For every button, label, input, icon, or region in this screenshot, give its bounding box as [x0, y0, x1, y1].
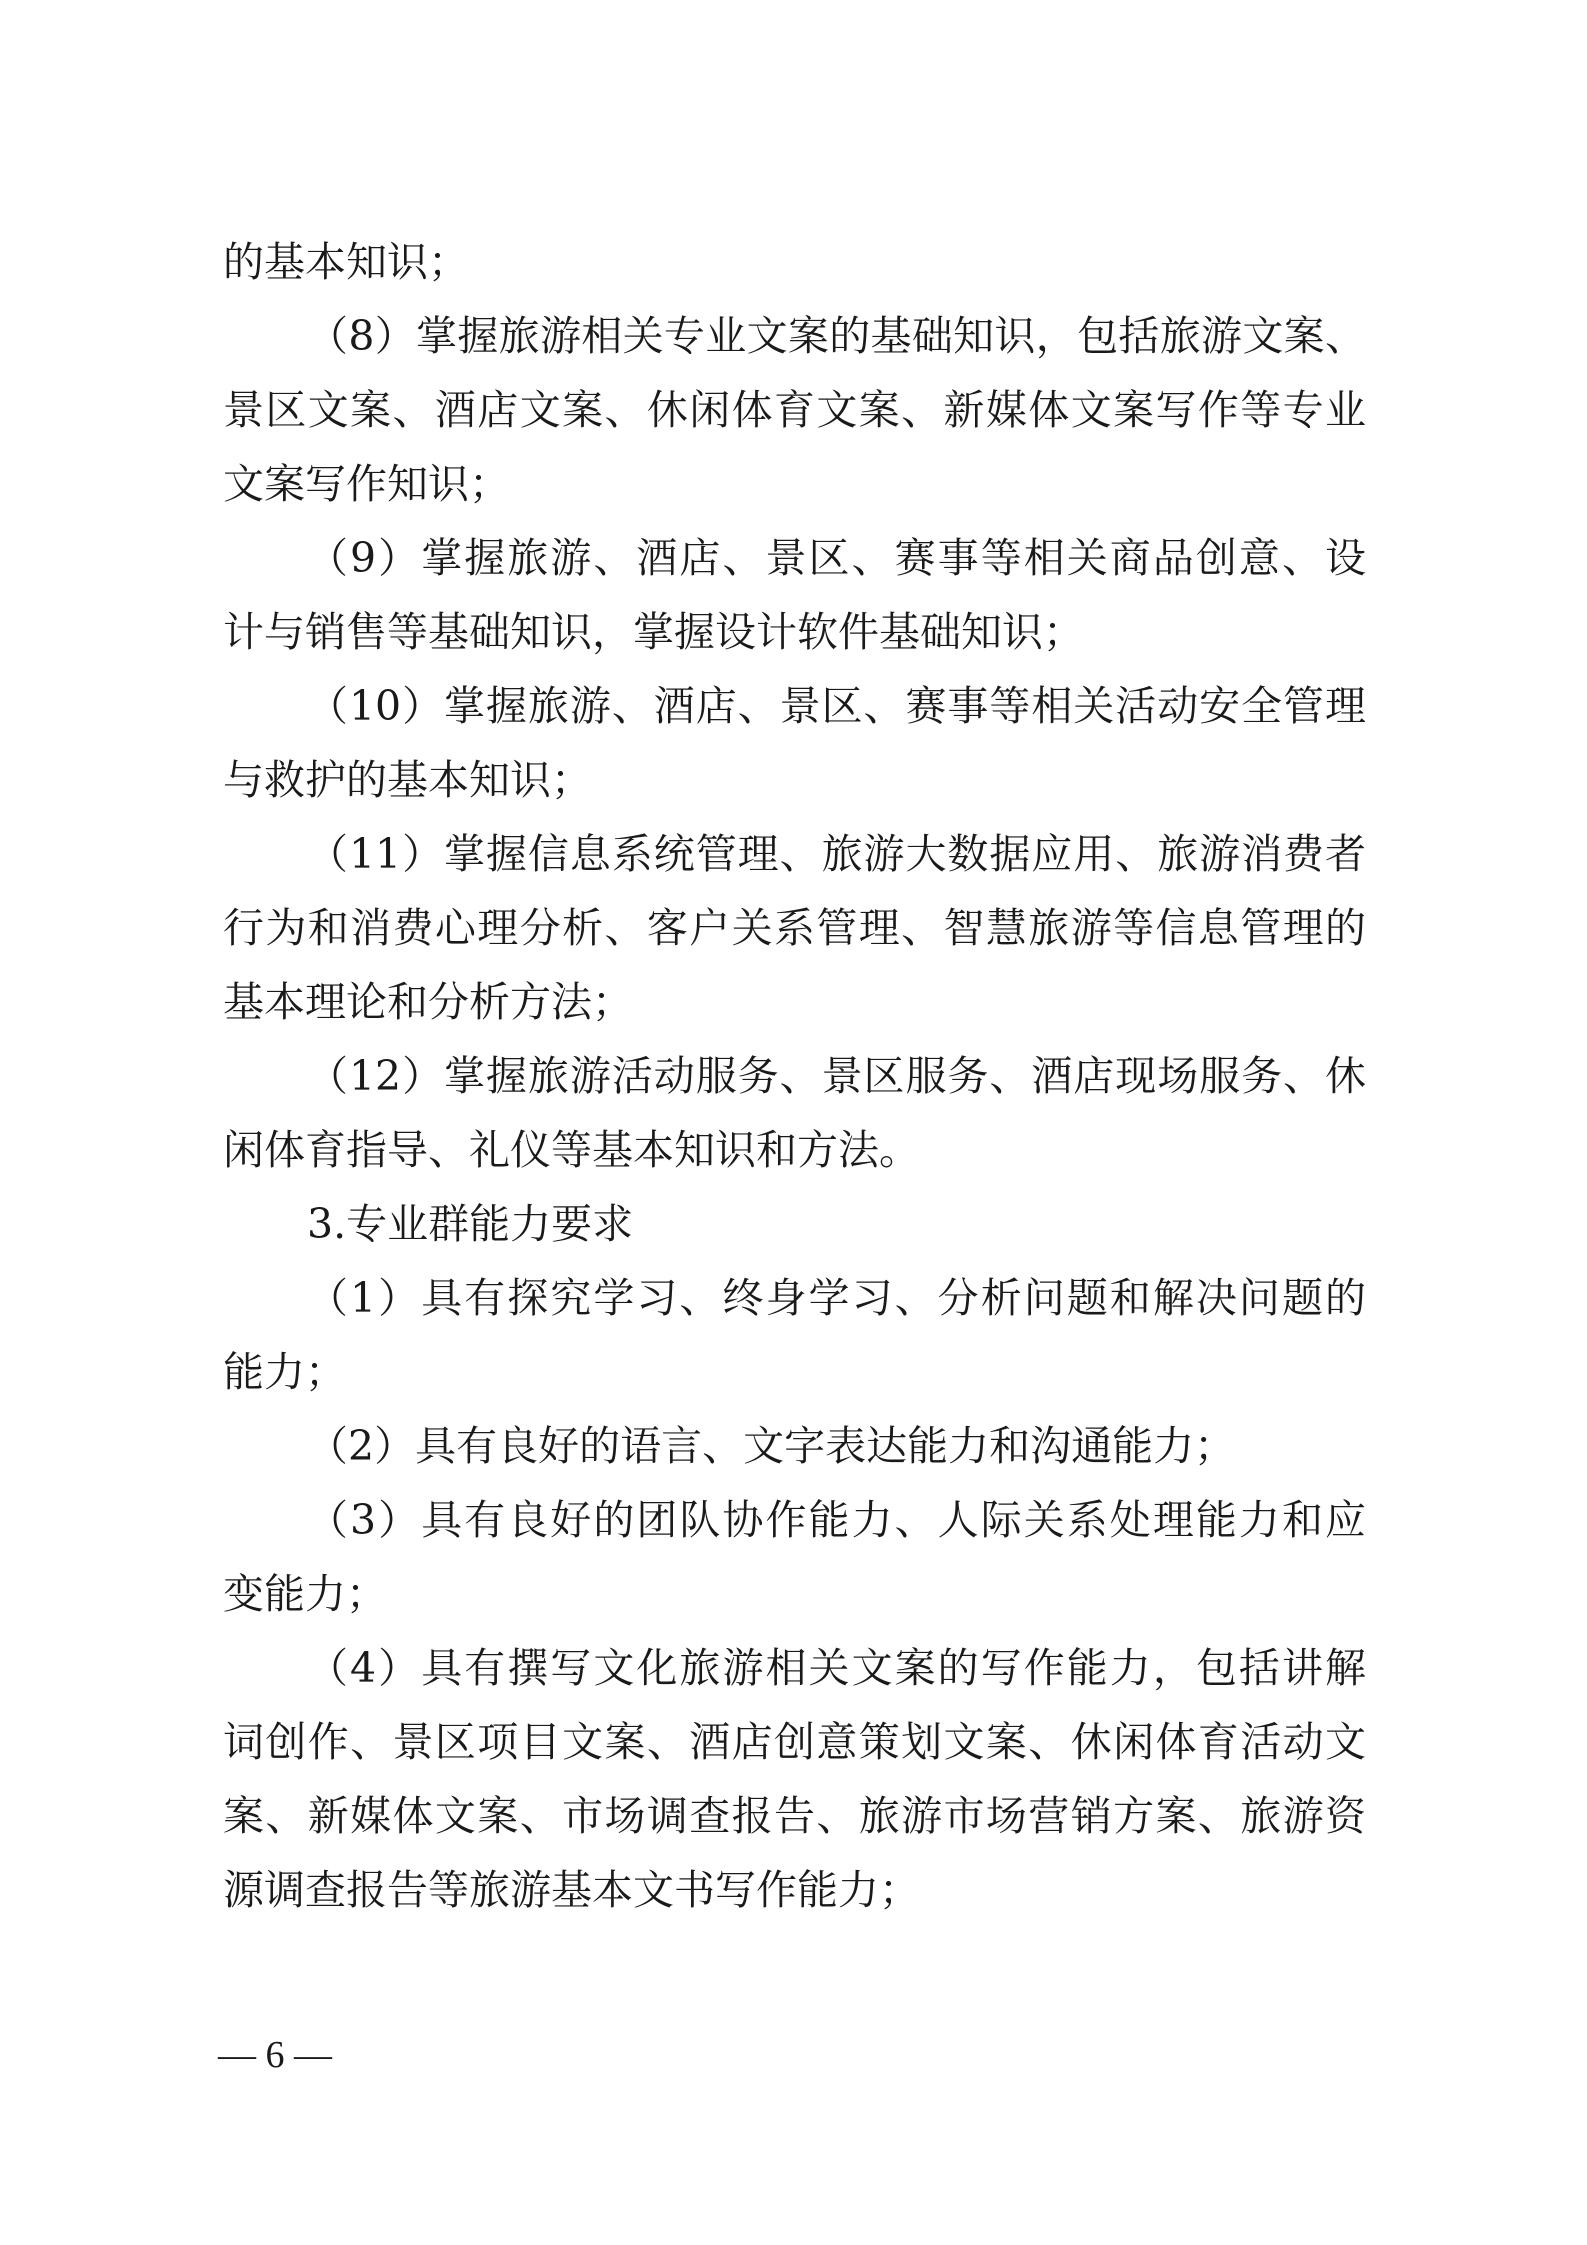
- text-line: 行为和消费心理分析、客户关系管理、智慧旅游等信息管理的: [223, 904, 1366, 952]
- text-line: 景区文案、酒店文案、休闲体育文案、新媒体文案写作等专业: [223, 386, 1366, 434]
- text-line: 文案写作知识；: [223, 460, 510, 508]
- text-line: 能力；: [223, 1348, 346, 1396]
- text-line: （3）具有良好的团队协作能力、人际关系处理能力和应: [307, 1496, 1366, 1544]
- text-line: （4）具有撰写文化旅游相关文案的写作能力，包括讲解: [307, 1644, 1366, 1692]
- text-line: （10）掌握旅游、酒店、景区、赛事等相关活动安全管理: [307, 682, 1366, 730]
- text-line: 词创作、景区项目文案、酒店创意策划文案、休闲体育活动文: [223, 1718, 1366, 1766]
- text-line: 的基本知识；: [223, 238, 469, 286]
- text-line: 变能力；: [223, 1570, 387, 1618]
- section-heading: 3.专业群能力要求: [307, 1200, 634, 1248]
- text-line: （8）掌握旅游相关专业文案的基础知识，包括旅游文案、: [307, 312, 1366, 360]
- text-line: 案、新媒体文案、市场调查报告、旅游市场营销方案、旅游资: [223, 1792, 1366, 1840]
- text-line: 源调查报告等旅游基本文书写作能力；: [223, 1866, 920, 1914]
- text-line: 闲体育指导、礼仪等基本知识和方法。: [223, 1126, 920, 1174]
- text-line: 计与销售等基础知识，掌握设计软件基础知识；: [223, 608, 1084, 656]
- text-line: 与救护的基本知识；: [223, 756, 592, 804]
- text-line: （12）掌握旅游活动服务、景区服务、酒店现场服务、休: [307, 1052, 1366, 1100]
- text-line: （1）具有探究学习、终身学习、分析问题和解决问题的: [307, 1274, 1366, 1322]
- text-line: 基本理论和分析方法；: [223, 978, 633, 1026]
- page-number: — 6 —: [218, 2034, 332, 2076]
- text-line: （11）掌握信息系统管理、旅游大数据应用、旅游消费者: [307, 830, 1366, 878]
- text-line: （2）具有良好的语言、文字表达能力和沟通能力；: [307, 1422, 1236, 1470]
- text-line: （9）掌握旅游、酒店、景区、赛事等相关商品创意、设: [307, 534, 1366, 582]
